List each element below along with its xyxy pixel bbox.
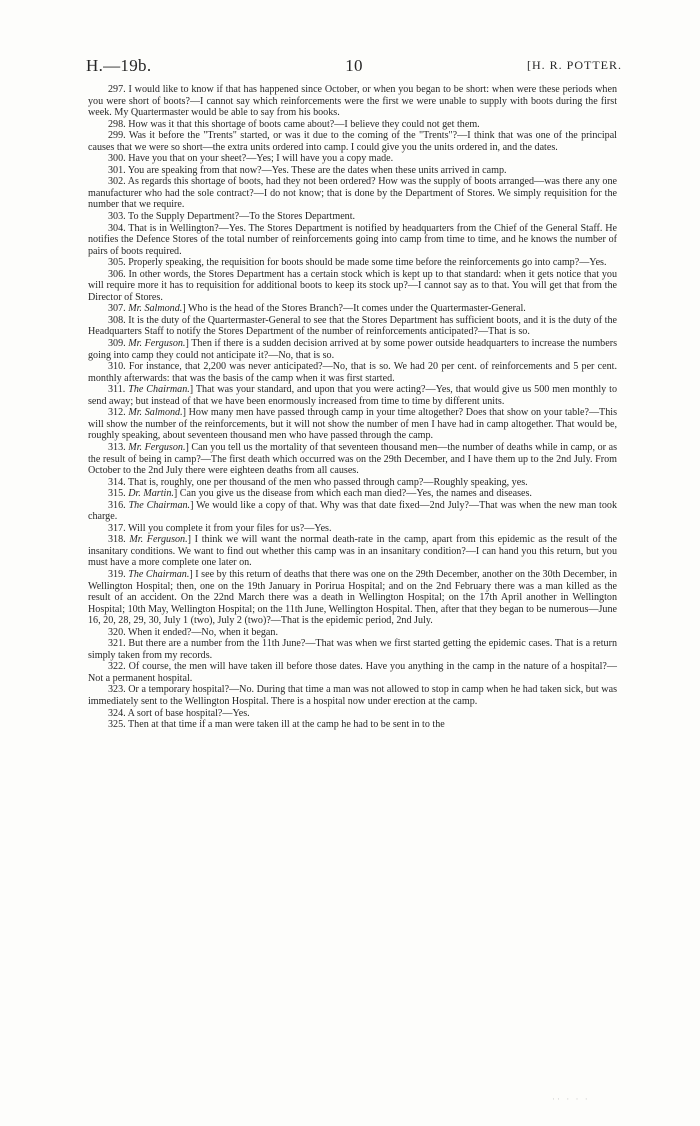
question-answer-paragraph: 300. Have you that on your sheet?—Yes; I will have you a copy made. (108, 153, 394, 165)
question-answer-paragraph: 310. For instance, that 2,200 was never anticipated?—No, that is so. We had 20 per cent. of reinforcements and 5 per cent. monthly afterwards: that was the basis of the camp when it was first started. (88, 361, 617, 384)
question-answer-paragraph: 311. The Chairman.] That was your standard, and upon that you were acting?—Yes, that would give us 500 men monthly to send away; but instead of that we have been enormously increased from time to time by different units. (88, 384, 617, 407)
question-answer-paragraph: 302. As regards this shortage of boots, had they not been ordered? How was the supply of boots arranged—was there any one manufacturer who had the sole contract?—I do not know; that is done by the Department of Stores. We simply requisition for the number that we require. (88, 176, 617, 211)
question-answer-paragraph: 325. Then at that time if a man were taken ill at the camp he had to be sent in to the (108, 719, 445, 731)
question-answer-paragraph: 307. Mr. Salmond.] Who is the head of the Stores Branch?—It comes under the Quartermaster-General. (108, 303, 526, 315)
question-answer-paragraph: 301. You are speaking from that now?—Yes. These are the dates when these units arrived in camp. (108, 164, 507, 176)
question-answer-paragraph: 317. Will you complete it from your files for us?—Yes. (108, 522, 332, 534)
question-answer-paragraph: 316. The Chairman.] We would like a copy of that. Why was that date fixed—2nd July?—That was when the new man took charge. (88, 499, 617, 523)
question-answer-paragraph: 312. Mr. Salmond.] How many men have passed through camp in your time altogether? Does that show on your table?—This will show the number of the reinforcements, but it will not show the number of men I have had in camp altogether. That would be, roughly speaking, about seventeen thousand men who have passed through the camp. (88, 407, 618, 442)
evidence-text (88, 84, 617, 731)
question-answer-paragraph: 320. When it ended?—No, when it began. (108, 626, 278, 638)
question-answer-paragraph: 305. Properly speaking, the requisition for boots should be made some time before the reinforcements go into camp?—Yes. (108, 257, 607, 269)
question-answer-paragraph: 297. I would like to know if that has happened since October, or when you began to be short: when were these periods when you were short of boots?—I cannot say which reinforcements were the first we were unable to supply with boots during the first week. My Quartermaster would be able to say from his books. (88, 84, 617, 119)
question-answer-paragraph: 319. The Chairman.] I see by this return of deaths that there was one on the 29th December, another on the 30th December, in Wellington Hospital; then, one on the 19th January in Porirua Hospital; and on the 2nd February there was a man killed as the result of an accident. On the 22nd March there was a death in Wellington Hospital; on the 17th April another in Wellington Hospital; 10th May, Wellington Hospital; on the 11th June, Wellington Hospital. Then, after that they began to be numerous—June 16, 20, 28, 29, 30, July 1 (two), July 2 (two)?—That is the epidemic period, 2nd July. (88, 568, 617, 627)
question-answer-paragraph: 322. Of course, the men will have taken ill before those dates. Have you anything in the camp in the nature of a hospital?—Not a permanent hospital. (88, 661, 617, 684)
question-answer-paragraph: 304. That is in Wellington?—Yes. The Stores Department is notified by headquarters from the Chief of the General Staff. He notifies the Defence Stores of the total number of reinforcements going into camp from time to time, and he knows the number of pairs of boots required. (88, 222, 617, 257)
parliamentary-paper-reference: H.—19b. (86, 56, 152, 75)
question-answer-paragraph: 306. In other words, the Stores Department has a certain stock which is kept up to that standard: when it gets notice that you will require more it has to requisition for additional boots to keep its stock up?—I cannot say as to that. You will get that from the Director of Stores. (88, 268, 617, 303)
question-answer-paragraph: 303. To the Supply Department?—To the Stores Department. (108, 211, 356, 223)
question-answer-paragraph: 298. How was it that this shortage of boots came about?—I believe they could not get them. (108, 118, 480, 130)
page-number: 10 (345, 56, 363, 75)
question-answer-paragraph: 308. It is the duty of the Quartermaster-General to see that the Stores Department has sufficient boots, and it is the duty of the Headquarters Staff to notify the Stores Department of the number of reinforcements anticipated?—That is so. (88, 314, 617, 338)
question-answer-paragraph: 313. Mr. Ferguson.] Can you tell us the mortality of that seventeen thousand men—the number of deaths while in camp, or as the result of being in camp?—The first death which occurred was on the 29th December, and I have them up to the 2nd July. From October to the 2nd July there were eighteen deaths from all causes. (88, 441, 618, 477)
question-answer-paragraph: 299. Was it before the "Trents" started, or was it due to the coming of the "Trents"?—I think that was one of the principal causes that we were so short—the extra units ordered into camp. I could give you the units ordered in, and the dates. (88, 130, 617, 153)
question-answer-paragraph: 309. Mr. Ferguson.] Then if there is a sudden decision arrived at by some power outside headquarters to increase the numbers going into camp they could not anticipate it?—No, that is so. (88, 338, 618, 361)
question-answer-paragraph: 323. Or a temporary hospital?—No. During that time a man was not allowed to stop in camp when he had taken sick, but was immediately sent to the Wellington Hospital. There is a hospital now under erection at the camp. (88, 684, 617, 707)
page-header (86, 56, 622, 82)
question-answer-paragraph: 321. But there are a number from the 11th June?—That was when we first started getting the epidemic cases. That is a return simply taken from my records. (88, 638, 617, 661)
question-answer-paragraph: 314. That is, roughly, one per thousand of the men who passed through camp?—Roughly speaking, yes. (108, 476, 528, 488)
witness-name: [H. R. POTTER. (527, 58, 622, 72)
question-answer-paragraph: 315. Dr. Martin.] Can you give us the disease from which each man died?—Yes, the names and diseases. (108, 488, 532, 500)
question-answer-paragraph: 318. Mr. Ferguson.] I think we will want the normal death-rate in the camp, apart from this epidemic as the result of the insanitary conditions. We want to find out whether this camp was in an insanitary condition?—I can hand you this return, but you must have a more complete one later on. (88, 534, 618, 569)
question-answer-paragraph: 324. A sort of base hospital?—Yes. (108, 707, 250, 719)
faint-marks: ·· · · · (552, 1094, 590, 1104)
